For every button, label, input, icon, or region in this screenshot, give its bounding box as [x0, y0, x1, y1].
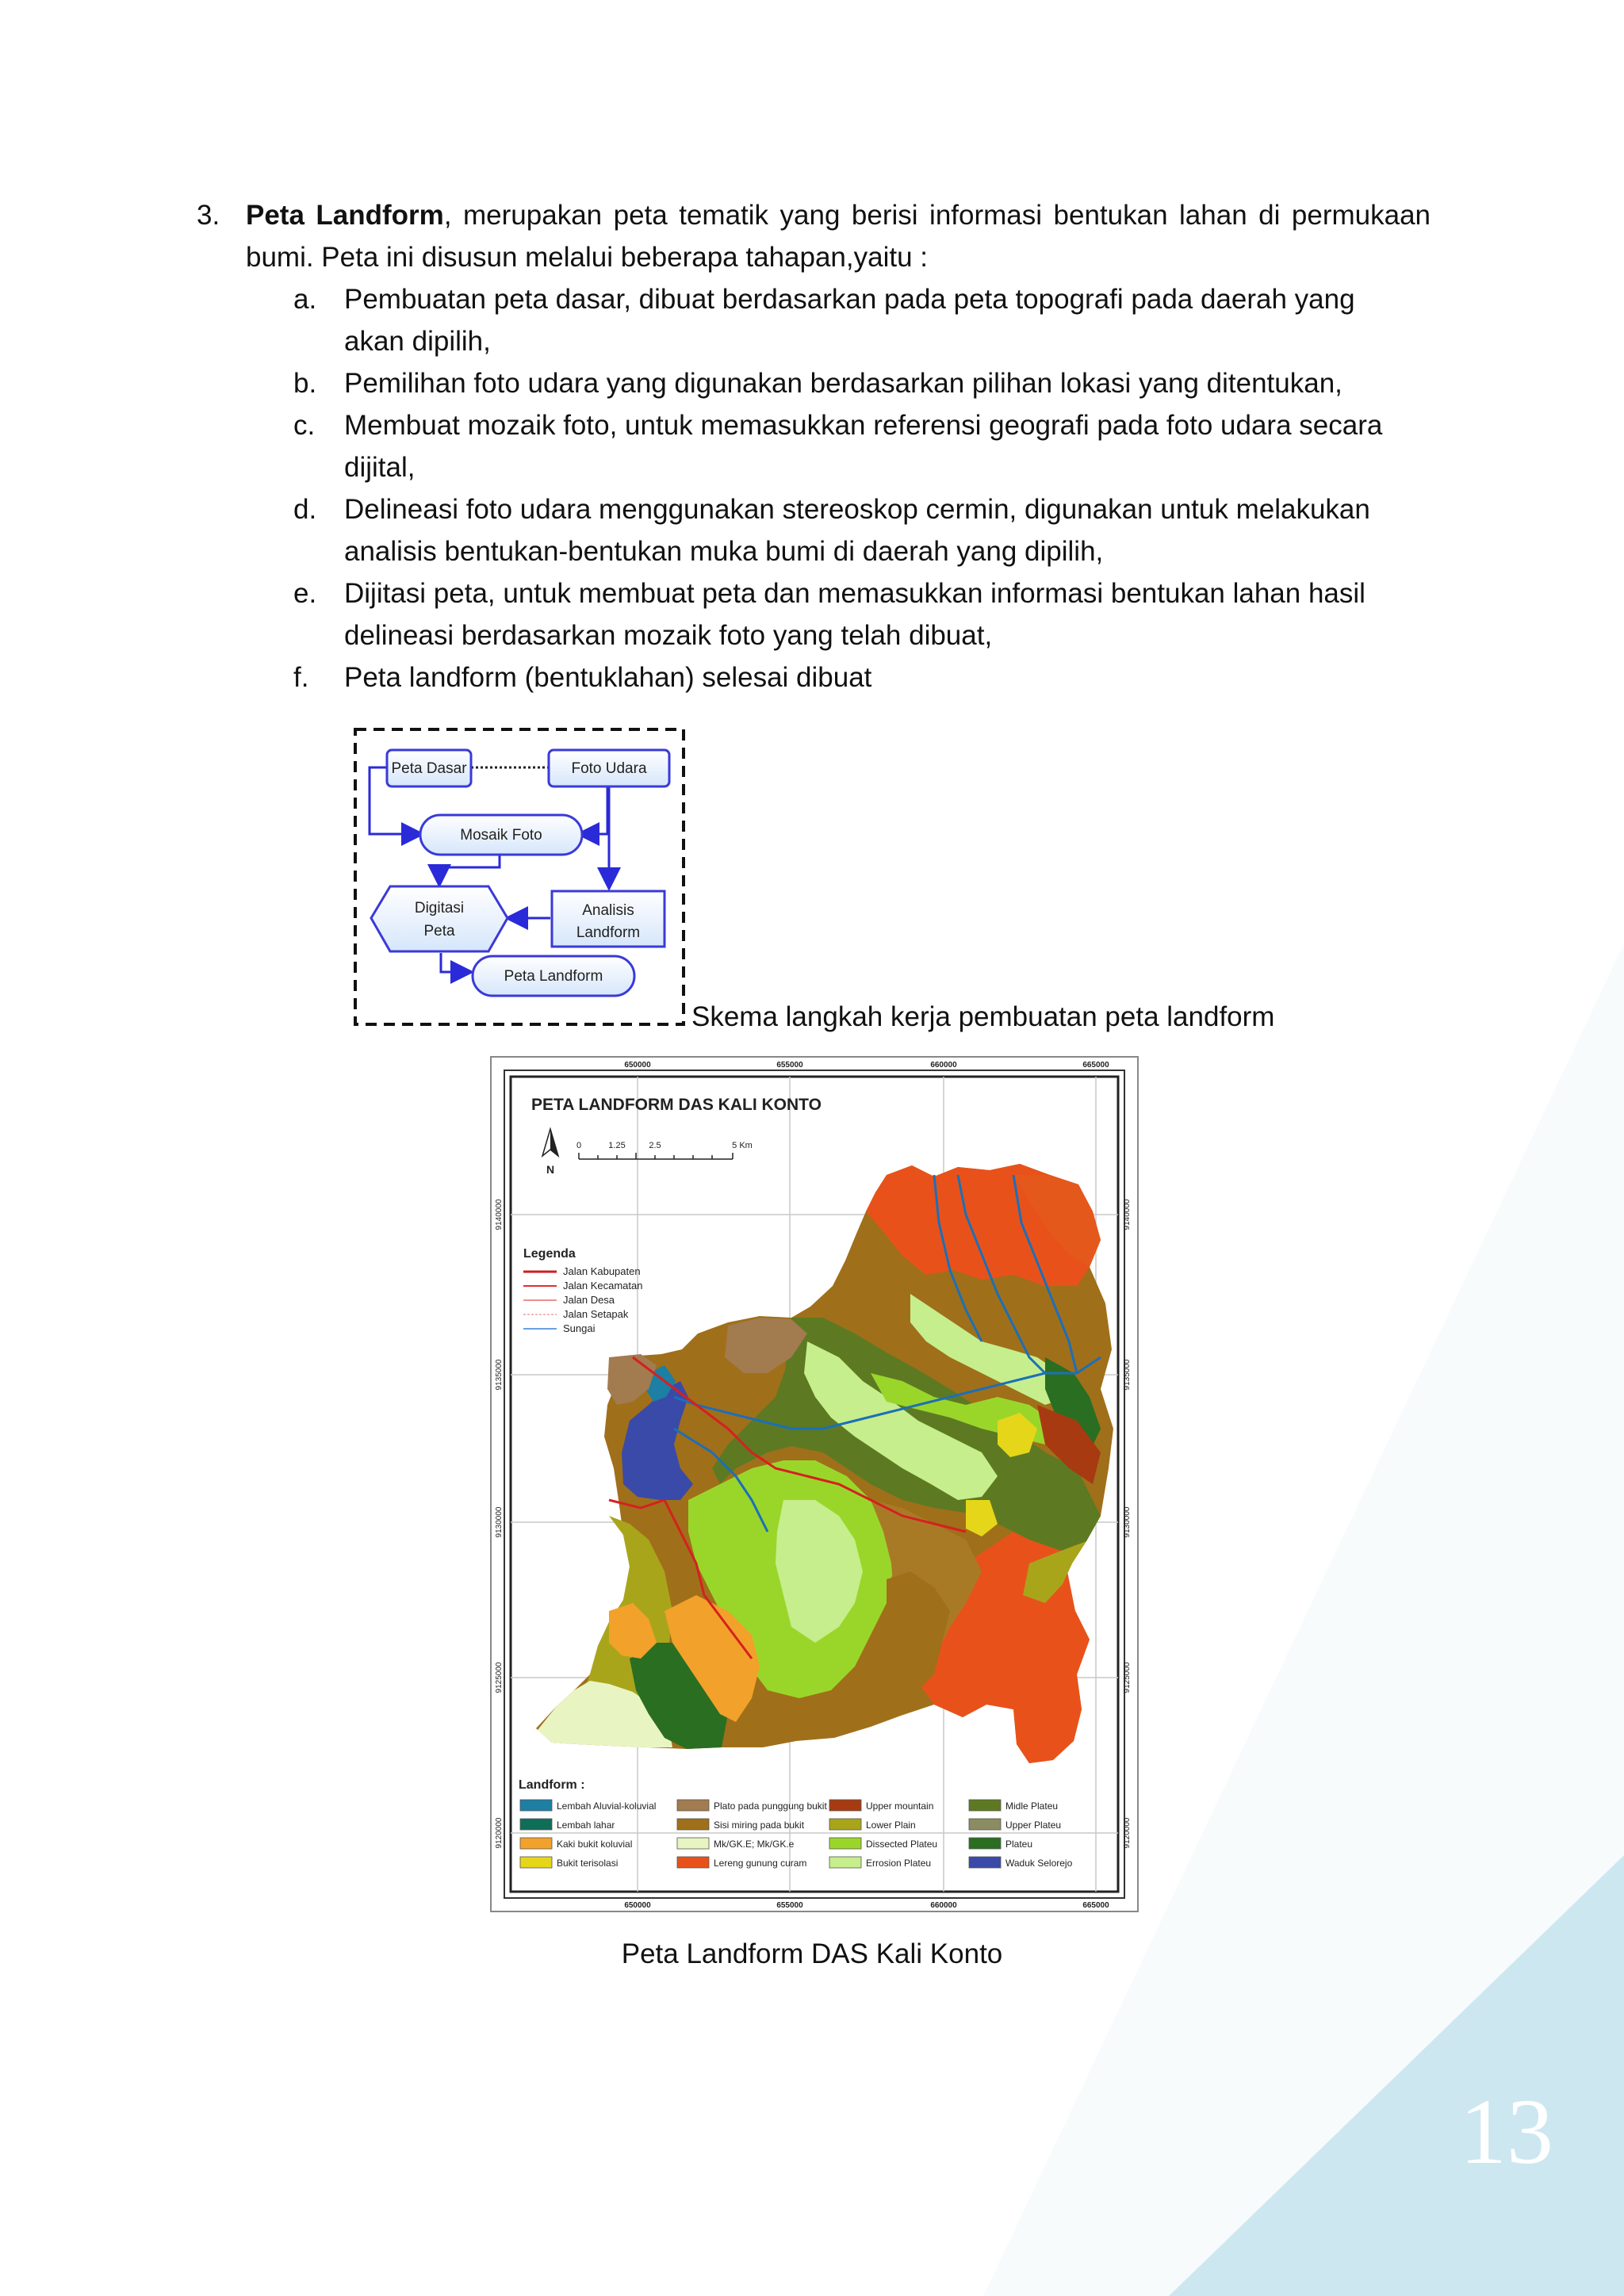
y-tick-left: 9125000 — [495, 1662, 504, 1693]
legend-item-label: Jalan Desa — [563, 1294, 615, 1306]
step-item — [293, 404, 1419, 488]
step-letter: b. — [293, 368, 317, 399]
node-foto-udara-label: Foto Udara — [571, 760, 647, 777]
landform-legend-swatch — [677, 1857, 709, 1868]
landform-legend-label: Plateu — [1005, 1839, 1033, 1850]
y-tick-right: 9135000 — [1123, 1359, 1132, 1391]
x-tick-bottom: 650000 — [624, 1901, 651, 1910]
landform-legend-swatch — [677, 1819, 709, 1830]
landform-legend-swatch — [520, 1857, 552, 1868]
landform-legend-title: Landform : — [519, 1778, 585, 1792]
landform-legend-swatch — [677, 1838, 709, 1849]
landform-legend-swatch — [969, 1819, 1001, 1830]
step-letter: e. — [293, 578, 317, 609]
y-tick-right: 9125000 — [1123, 1662, 1132, 1693]
map-title: PETA LANDFORM DAS KALI KONTO — [531, 1096, 822, 1114]
landform-legend-label: Bukit terisolasi — [557, 1858, 619, 1869]
north-label: N — [546, 1163, 555, 1176]
landform-legend-label: Mk/GK.E; Mk/GK.e — [714, 1839, 795, 1850]
scale-label: 5 Km — [732, 1141, 753, 1150]
landform-legend-swatch — [829, 1857, 861, 1868]
step-letter: d. — [293, 494, 317, 525]
landform-legend-swatch — [829, 1800, 861, 1811]
scale-label: 0 — [576, 1141, 582, 1150]
legend-item-label: Sungai — [563, 1322, 596, 1334]
section-number: 3. — [197, 200, 220, 231]
landform-legend-label: Midle Plateu — [1005, 1800, 1059, 1812]
section-paragraph — [246, 194, 1431, 278]
step-text: Dijitasi peta, untuk membuat peta dan memasukkan informasi bentukan lahan hasil delineasi berdasarkan mozaik foto yang telah dibuat, — [344, 578, 1365, 651]
flowchart-caption: Skema langkah kerja pembuatan peta landform — [691, 1001, 1275, 1032]
step-text: Pembuatan peta dasar, dibuat berdasarkan pada peta topografi pada daerah yang akan dipilih, — [344, 284, 1355, 357]
y-tick-right: 9140000 — [1123, 1199, 1132, 1230]
node-analisis-label-1: Analisis — [582, 902, 634, 919]
landform-legend-swatch — [677, 1800, 709, 1811]
step-text: Pemilihan foto udara yang digunakan berdasarkan pilihan lokasi yang ditentukan, — [344, 368, 1342, 399]
landform-legend-label: Lower Plain — [866, 1820, 916, 1831]
x-tick-bottom: 665000 — [1082, 1901, 1109, 1910]
landform-legend-swatch — [829, 1838, 861, 1849]
landform-legend-swatch — [969, 1838, 1001, 1849]
step-item — [293, 488, 1419, 572]
step-letter: a. — [293, 284, 317, 315]
node-analisis-label-2: Landform — [576, 924, 641, 941]
landform-legend-label: Sisi miring pada bukit — [714, 1820, 805, 1831]
step-letter: c. — [293, 410, 316, 441]
y-tick-left: 9140000 — [495, 1199, 504, 1230]
landform-legend-label: Lembah lahar — [557, 1820, 615, 1831]
landform-legend-swatch — [520, 1838, 552, 1849]
step-text: Delineasi foto udara menggunakan stereoskop cermin, digunakan untuk melakukan analisis bentukan-bentukan muka bumi di daerah yang dipilih, — [344, 494, 1370, 567]
landform-map-figure — [490, 1056, 1139, 1916]
landform-legend-swatch — [969, 1857, 1001, 1868]
landform-map — [490, 1056, 1139, 1912]
step-item — [293, 572, 1419, 656]
step-text: Peta landform (bentuklahan) selesai dibuat — [344, 662, 872, 693]
page-number: 13 — [1460, 2080, 1553, 2183]
x-tick-top: 650000 — [624, 1061, 651, 1070]
legend-title: Legenda — [523, 1247, 576, 1261]
node-mosaik-foto-label: Mosaik Foto — [460, 827, 542, 844]
y-tick-right: 9130000 — [1123, 1506, 1132, 1538]
connector-arrow — [441, 953, 469, 972]
y-tick-right: 9120000 — [1123, 1817, 1132, 1849]
node-digitasi-label-2: Peta — [423, 923, 455, 939]
node-digitasi-peta — [371, 886, 508, 951]
landform-legend-label: Upper Plateu — [1005, 1820, 1062, 1831]
landform-legend-swatch — [520, 1819, 552, 1830]
landform-legend-label: Waduk Selorejo — [1005, 1858, 1073, 1869]
step-text: Membuat mozaik foto, untuk memasukkan referensi geografi pada foto udara secara dijital, — [344, 410, 1383, 483]
workflow-diagram — [354, 728, 687, 1029]
x-tick-top: 660000 — [930, 1061, 957, 1070]
landform-legend-label: Kaki bukit koluvial — [557, 1839, 633, 1850]
steps-list — [293, 278, 1419, 698]
node-peta-dasar-label: Peta Dasar — [391, 760, 467, 777]
landform-legend-label: Lembah Aluvial-koluvial — [557, 1800, 657, 1812]
legend-item-label: Jalan Kecamatan — [563, 1280, 643, 1292]
landform-legend-swatch — [829, 1819, 861, 1830]
landform-legend-label: Upper mountain — [866, 1800, 934, 1812]
x-tick-top: 665000 — [1082, 1061, 1109, 1070]
landform-legend-label: Errosion Plateu — [866, 1858, 932, 1869]
step-item — [293, 362, 1419, 404]
y-tick-left: 9120000 — [495, 1817, 504, 1849]
y-tick-left: 9130000 — [495, 1506, 504, 1538]
node-digitasi-label-1: Digitasi — [414, 900, 465, 916]
y-tick-left: 9135000 — [495, 1359, 504, 1391]
step-letter: f. — [293, 662, 309, 693]
landform-legend-label: Lereng gunung curam — [714, 1858, 807, 1869]
map-caption: Peta Landform DAS Kali Konto — [621, 1938, 1003, 1969]
legend-item-label: Jalan Kabupaten — [563, 1265, 641, 1277]
step-item — [293, 278, 1419, 362]
connector-arrow — [580, 783, 607, 834]
x-tick-bottom: 655000 — [776, 1901, 803, 1910]
landform-legend-swatch — [969, 1800, 1001, 1811]
section-intro: , merupakan peta tematik yang berisi informasi bentukan lahan di permukaan bumi. Peta ini disusun melalui beberapa tahapan,yaitu : — [246, 200, 1431, 273]
scale-label: 2.5 — [649, 1141, 661, 1150]
section-title: Peta Landform — [246, 200, 444, 231]
step-item — [293, 656, 1419, 698]
landform-legend-swatch — [520, 1800, 552, 1811]
node-peta-landform-label: Peta Landform — [504, 968, 603, 985]
x-tick-top: 655000 — [776, 1061, 803, 1070]
landform-legend-label: Plato pada punggung bukit — [714, 1800, 827, 1812]
scale-label: 1.25 — [608, 1141, 626, 1150]
legend-item-label: Jalan Setapak — [563, 1308, 629, 1320]
connector-arrow — [439, 855, 500, 883]
x-tick-bottom: 660000 — [930, 1901, 957, 1910]
landform-legend-label: Dissected Plateu — [866, 1839, 938, 1850]
